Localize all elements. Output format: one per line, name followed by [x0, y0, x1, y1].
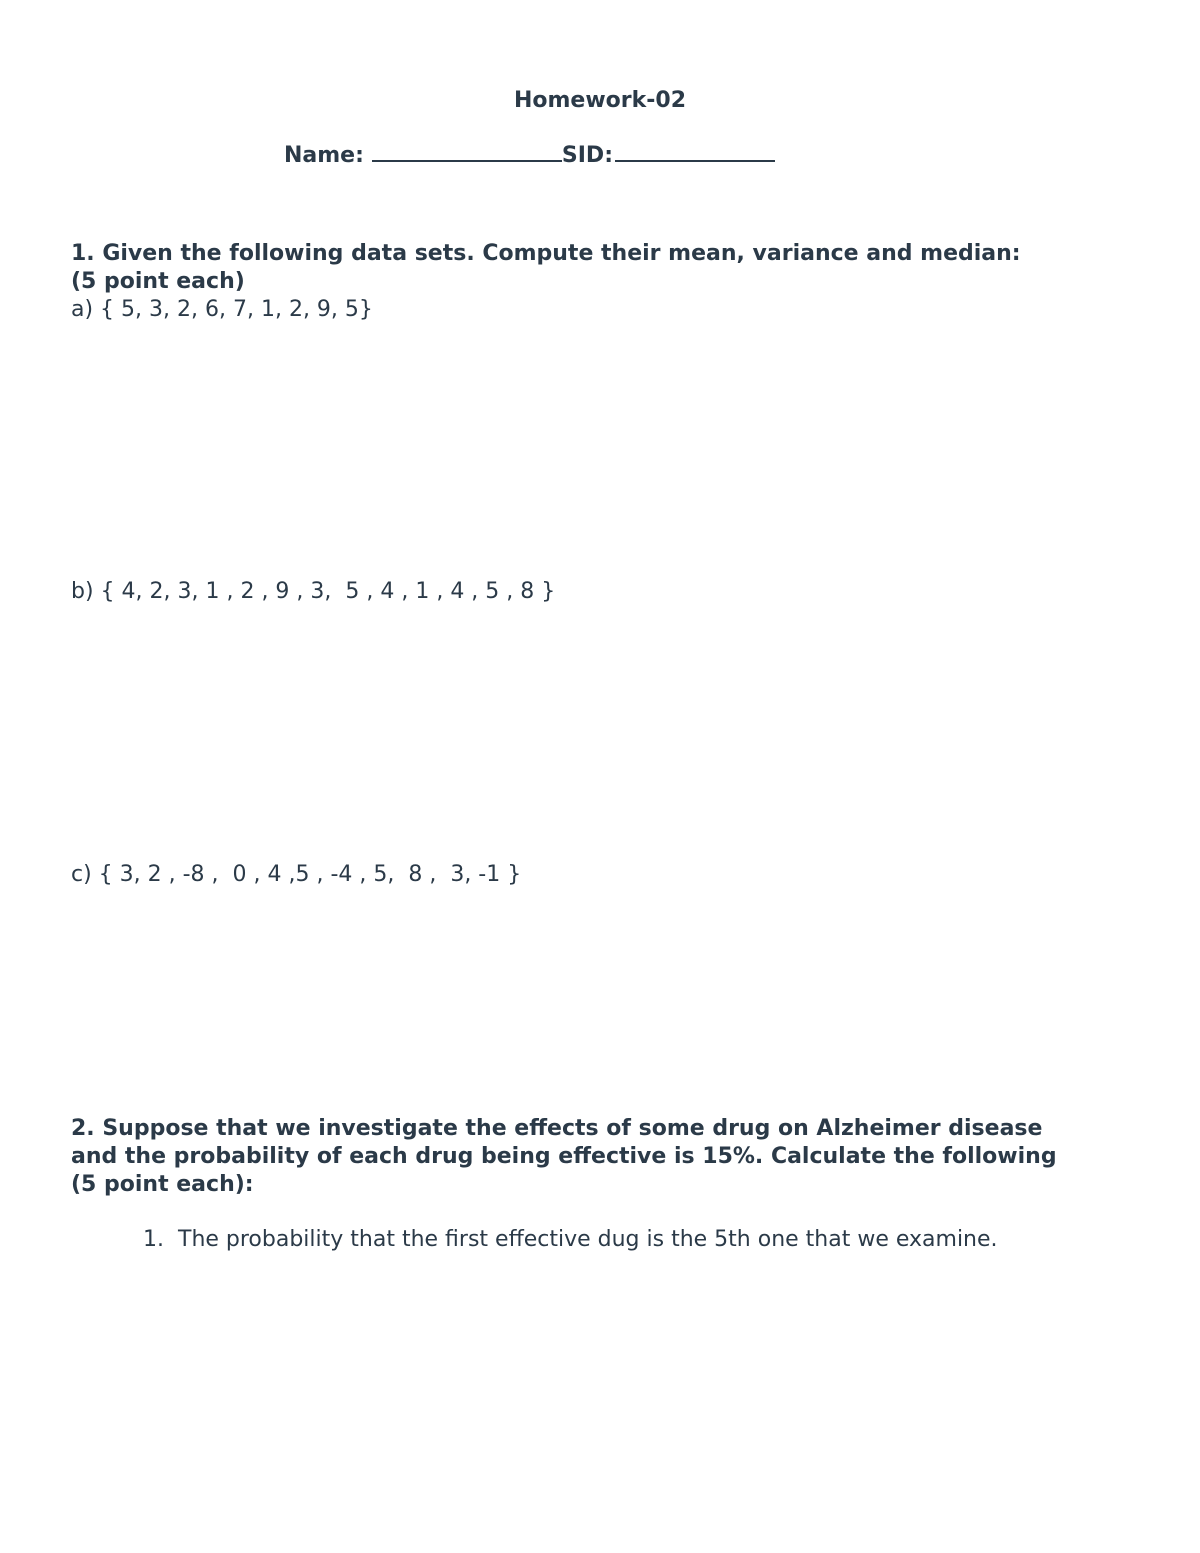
dataset-b: b) { 4, 2, 3, 1 , 2 , 9 , 3, 5 , 4 , 1 , 4 , 5 , 8 }	[71, 579, 556, 604]
name-blank	[372, 138, 562, 162]
question-1-heading-line2: (5 point each)	[71, 269, 245, 294]
question-2-heading-line2: and the probability of each drug being effective is 15%. Calculate the following	[71, 1144, 1057, 1169]
name-label: Name:	[284, 143, 364, 168]
page-title: Homework-02	[513, 88, 687, 113]
sid-label: SID:	[561, 143, 613, 168]
question-2-heading-line1: 2. Suppose that we investigate the effects of some drug on Alzheimer disease	[71, 1116, 1043, 1141]
subitem-text: The probability that the first effective dug is the 5th one that we examine.	[178, 1227, 998, 1252]
question-1-heading-line1: 1. Given the following data sets. Compute their mean, variance and median:	[71, 241, 1021, 266]
subitem-number: 1.	[143, 1227, 164, 1252]
question-2-heading	[71, 1115, 1151, 1199]
dataset-c: c) { 3, 2 , -8 , 0 , 4 ,5 , -4 , 5, 8 , 3, -1 }	[71, 862, 522, 887]
name-sid-line	[284, 138, 775, 171]
dataset-a: a) { 5, 3, 2, 6, 7, 1, 2, 9, 5}	[71, 297, 373, 322]
question-1-heading	[71, 240, 1151, 296]
question-2-heading-line3: (5 point each):	[71, 1172, 254, 1197]
question-2-subitem-1	[143, 1225, 998, 1255]
sid-blank	[615, 138, 775, 162]
